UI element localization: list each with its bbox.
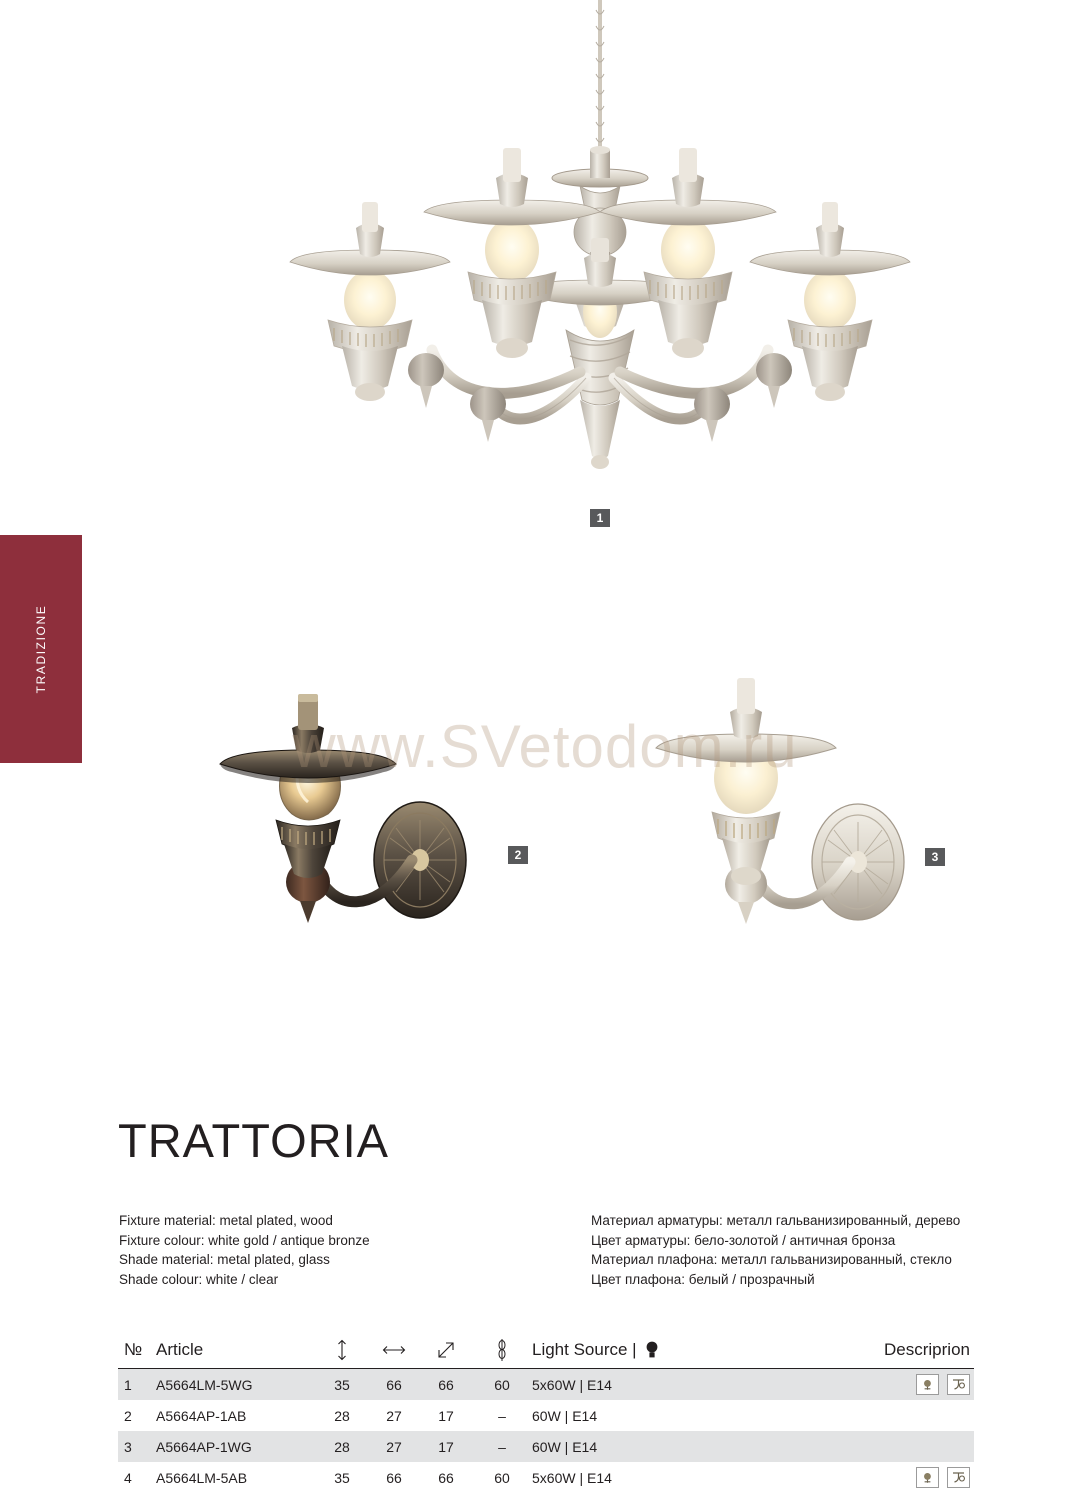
diagonal-arrow-icon bbox=[420, 1340, 472, 1360]
product-image-chandelier bbox=[250, 0, 950, 525]
row-chain: 60 bbox=[494, 1469, 510, 1486]
width-arrow-icon bbox=[368, 1340, 420, 1360]
width-arrow-icon-svg bbox=[382, 1343, 406, 1357]
height-arrow-icon-svg bbox=[336, 1339, 348, 1361]
row-chain: – bbox=[498, 1407, 506, 1424]
dimmer-icon bbox=[916, 1374, 939, 1395]
dimmer-icon bbox=[916, 1467, 939, 1488]
chain-length-icon bbox=[472, 1340, 532, 1360]
row-height: 35 bbox=[334, 1376, 350, 1393]
row-chain: – bbox=[498, 1438, 506, 1455]
dimmer-icon-svg bbox=[920, 1378, 935, 1392]
row-height: 28 bbox=[334, 1407, 350, 1424]
row-light-source: 5x60W | E14 bbox=[532, 1376, 612, 1393]
sconce-bronze-illustration bbox=[180, 620, 540, 950]
spec-list-en bbox=[119, 1211, 370, 1289]
column-header-light-source bbox=[532, 1340, 832, 1360]
row-article: A5664LM-5AB bbox=[156, 1469, 248, 1486]
row-width: 66 bbox=[386, 1376, 402, 1393]
spec-ru-3: Материал плафона: металл гальванизированный, стекло bbox=[591, 1252, 952, 1267]
row-num: 2 bbox=[124, 1407, 132, 1424]
row-diagonal: 66 bbox=[438, 1376, 454, 1393]
row-description-icons bbox=[832, 1467, 974, 1488]
row-article: A5664AP-1WG bbox=[156, 1438, 252, 1455]
spec-ru-4: Цвет плафона: белый / прозрачный bbox=[591, 1271, 815, 1287]
row-light-source: 5x60W | E14 bbox=[532, 1469, 612, 1486]
spec-en-2: Fixture colour: white gold / antique bronze bbox=[119, 1232, 370, 1248]
row-width: 27 bbox=[386, 1407, 402, 1424]
mounting-icon bbox=[947, 1374, 970, 1395]
spec-en-3: Shade material: metal plated, glass bbox=[119, 1252, 330, 1267]
chandelier-illustration bbox=[250, 0, 950, 520]
spec-list-ru bbox=[591, 1211, 960, 1289]
mounting-icon-svg bbox=[951, 1471, 966, 1485]
height-arrow-icon bbox=[316, 1340, 368, 1360]
product-badge-1: 1 bbox=[590, 509, 610, 527]
dimmer-icon-svg bbox=[920, 1471, 935, 1485]
column-header-article: Article bbox=[156, 1340, 204, 1359]
row-diagonal: 66 bbox=[438, 1469, 454, 1486]
product-badge-2: 2 bbox=[508, 846, 528, 864]
row-height: 28 bbox=[334, 1438, 350, 1455]
column-header-light-source-label: Light Source | bbox=[532, 1340, 637, 1359]
table-header-row bbox=[118, 1332, 974, 1369]
column-header-num: № bbox=[124, 1340, 143, 1359]
spec-ru-1: Материал арматуры: металл гальванизированный, дерево bbox=[591, 1213, 961, 1228]
row-light-source: 60W | E14 bbox=[532, 1407, 598, 1424]
table-row[interactable] bbox=[118, 1431, 974, 1462]
product-table bbox=[118, 1332, 974, 1493]
row-light-source: 60W | E14 bbox=[532, 1438, 598, 1455]
row-description-icons bbox=[832, 1374, 974, 1395]
table-row[interactable] bbox=[118, 1369, 974, 1400]
page-title: TRATTORIA bbox=[118, 1114, 389, 1167]
mounting-icon-svg bbox=[951, 1378, 966, 1392]
side-tab-tradizione bbox=[0, 535, 82, 763]
row-diagonal: 17 bbox=[438, 1407, 454, 1424]
product-image-sconce-white bbox=[620, 620, 980, 950]
sconce-white-illustration bbox=[620, 620, 980, 950]
table-row[interactable] bbox=[118, 1462, 974, 1493]
chain-length-icon-svg bbox=[496, 1338, 508, 1362]
spec-ru-2: Цвет арматуры: бело-золотой / античная бронза bbox=[591, 1232, 896, 1248]
watermark-svetodom: www.SVetodom.ru bbox=[292, 713, 798, 780]
bulb-icon bbox=[645, 1340, 659, 1360]
row-num: 1 bbox=[124, 1376, 132, 1393]
product-badge-3: 3 bbox=[925, 848, 945, 866]
row-chain: 60 bbox=[494, 1376, 510, 1393]
row-diagonal: 17 bbox=[438, 1438, 454, 1455]
product-image-sconce-bronze bbox=[180, 620, 540, 950]
row-article: A5664LM-5WG bbox=[156, 1376, 253, 1393]
spec-en-4: Shade colour: white / clear bbox=[119, 1271, 279, 1287]
row-num: 3 bbox=[124, 1438, 132, 1455]
row-width: 66 bbox=[386, 1469, 402, 1486]
row-height: 35 bbox=[334, 1469, 350, 1486]
row-num: 4 bbox=[124, 1469, 132, 1486]
column-header-description-label: Descriprion bbox=[884, 1340, 970, 1359]
column-header-description bbox=[832, 1340, 974, 1360]
row-width: 27 bbox=[386, 1438, 402, 1455]
table-row[interactable] bbox=[118, 1400, 974, 1431]
diagonal-arrow-icon-svg bbox=[436, 1340, 456, 1360]
side-tab-label: TRADIZIONE bbox=[34, 604, 48, 694]
row-article: A5664AP-1AB bbox=[156, 1407, 247, 1424]
mounting-icon bbox=[947, 1467, 970, 1488]
spec-en-1: Fixture material: metal plated, wood bbox=[119, 1213, 333, 1228]
